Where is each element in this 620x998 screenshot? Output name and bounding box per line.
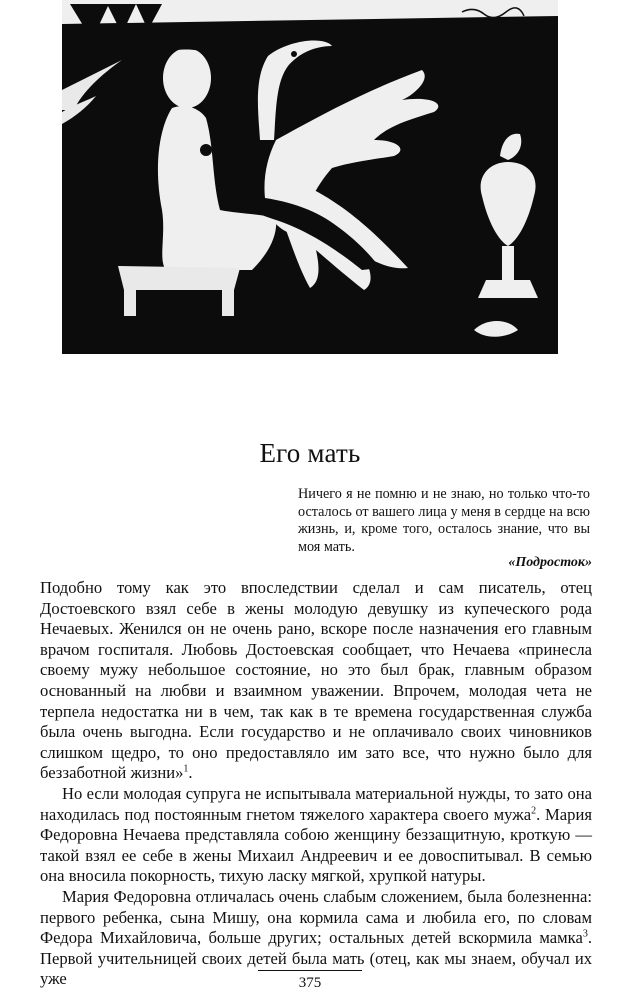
paragraph: Подобно тому как это впоследствии сделал и сам писатель, отец Достоевского взял себе в жены молодую девушку из купеческого рода Нечаевых. Женился он не очень рано, вскоре после назначения его главным врачом госпиталя. Любовь Достоевская сообщает, что Нечаева «принесла своему мужу небольшое состояние, но это был брак, главным образом основанный на любви и взаимном уважении. Впрочем, молодая чета не терпела недостатка ни в чем, так как в те времена государственная служба была очень выгодна. Если государство и не оплачивало своих чиновников слишком щедро, то оно предоставляло им зато все, что нужно было для беззаботной жизни»$^1$. — [40, 578, 592, 783]
footnote-ref: 1 — [183, 763, 189, 775]
illustration — [62, 0, 558, 354]
footnote-ref: 2 — [531, 805, 537, 816]
epigraph-text: Ничего я не помню и не знаю, но только что-то осталось от вашего лица у меня в сердце на всю жизнь, и, кроме того, осталось знание, что вы моя мать. — [298, 486, 590, 555]
footer-rule — [258, 970, 362, 971]
leda-and-the-swan-illustration — [62, 0, 558, 354]
chapter-title: Его мать — [259, 438, 361, 468]
paragraph: Мария Федоровна отличалась очень слабым сложением, была болезненна: первого ребенка, сына Мишу, она кормила сама и любила его, по словам Федора Михайловича, больше других; остальных детей вскормила мамка$^3$. Первой учительницей своих детей была мать (отец, как мы знаем, обучал их уже — [40, 886, 592, 989]
epigraph-source: «Подросток» — [508, 555, 592, 570]
footnote-ref: 3 — [582, 928, 588, 940]
body-text — [40, 578, 592, 990]
paragraph: Но если молодая супруга не испытывала материальной нужды, то зато она находилась под постоянным гнетом тяжелого характера своего мужа$^2$. Мария Федоровна Нечаева представляла собою женщину беззащитную, кроткую — такой взял ее себе в жены Михаил Андреевич и ее довоспитывал. В семью она вносила покорность, тихую ласку мягкой, хрупкой натуры. — [40, 783, 592, 886]
page-number: 375 — [298, 975, 322, 991]
